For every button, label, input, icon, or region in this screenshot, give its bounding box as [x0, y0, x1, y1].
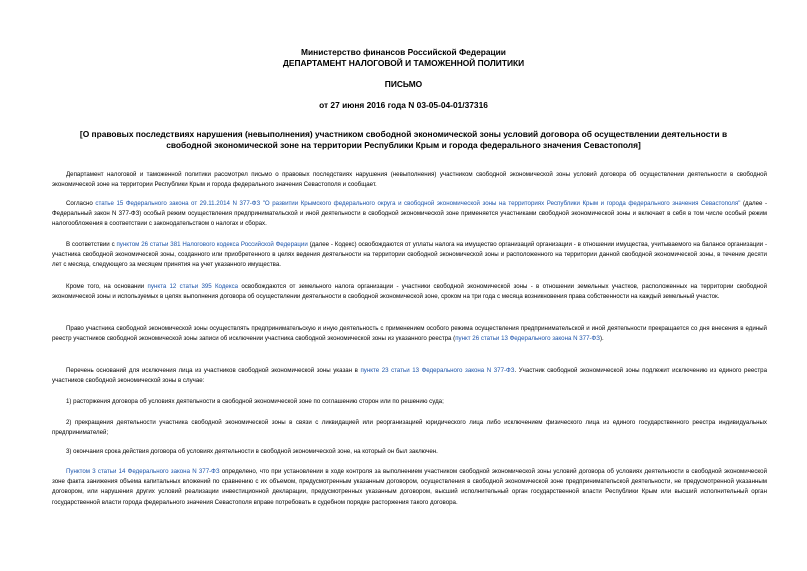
list-item-2: 2) прекращения деятельности участника свободной экономической зоны в связи с ликвидацией или реорганизацией юридического лица либо исключением физического лица из единого государственного реестра индивидуальных предпринимателей; — [52, 419, 767, 437]
link-tax-code-395[interactable]: пункта 12 статьи 395 Кодекса — [147, 283, 239, 290]
ministry-name: Министерство финансов Российской Федерации — [301, 47, 506, 57]
paragraph-property-tax: В соответствии с пунктом 26 статьи 381 Налогового кодекса Российской Федерации (далее - Кодекс) освобождаются от уплаты налога на имущество организаций организации - в отношении имущества, учитываемого на балансе организации - участника свободной экономической зоны, созданного или приобретенного в целях ведения деятельности на территории свободной экономической зоны и расположенного на территории данной свободной экономической зоны, в течение десяти лет с месяца, следующего за месяцем принятия на учет указанного имущества. — [52, 241, 767, 269]
link-tax-code-381[interactable]: пунктом 26 статьи 381 Налогового кодекса Российской Федерации — [116, 241, 308, 248]
paragraph-article-14: Пунктом 3 статьи 14 Федерального закона N 377-ФЗ определено, что при установлении в ходе контроля за выполнением участником свободной экономической зоны условий договора об условиях деятельности в свободной экономической зоне факта занижения объема капитальных вложений по сравнению с их объемом, предусмотренным указанным договором, осуществления в свободной экономической зоне предпринимательской деятельности, не предусмотренной указанным договором, или нарушения других условий реализации инвестиционной декларации, предусмотренных указанным договором, высший исполнительный орган государственной власти Республики Крым или высший исполнительный орган государственной власти города федерального значения Севастополя вправе потребовать в судебном порядке расторжения такого договора. — [52, 468, 767, 506]
link-article-15-law-377[interactable]: статье 15 Федерального закона от 29.11.2014 N 377-ФЗ "О развитии Крымского федерального округа и свободной экономической зоны на территориях Республики Крым и города федерального значения Севастополя" — [95, 200, 741, 207]
paragraph-exclusion-grounds: Перечень оснований для исключения лица из участников свободной экономической зоны указан в пункте 23 статьи 13 Федерального закона N 377-ФЗ. Участник свободной экономической зоны подлежит исключению из единого реестра участников свободной экономической зоны в случае: — [52, 367, 767, 385]
list-item-3: 3) окончания срока действия договора об условиях деятельности в свободной экономической зоне, на который он был заключен. — [66, 448, 438, 455]
letter-subject: [О правовых последствиях нарушения (невыполнения) участником свободной экономической зоны условий договора об осуществлении деятельности в свободной экономической зоне на территории Республики Крым и города федерального значения Севастополя] — [79, 129, 728, 150]
paragraph-article-15: Согласно статье 15 Федерального закона от 29.11.2014 N 377-ФЗ "О развитии Крымского федерального округа и свободной экономической зоны на территориях Республики Крым и города федерального значения Севастополя" (далее - Федеральный закон N 377-ФЗ) особый режим осуществления предпринимательской и иной деятельности в свободной экономической зоне применяется участниками свободной экономической зоны и включает в себя в том числе особый режим налогообложения в соответствии с законодательством о налогах и сборах. — [52, 200, 767, 228]
paragraph-intro: Департамент налоговой и таможенной политики рассмотрел письмо о правовых последствиях нарушения (невыполнения) участником свободной экономической зоны условий договора об осуществлении деятельности в свободной экономической зоне на территории Республики Крым и города федерального значения Севастополя и сообщает. — [52, 171, 767, 189]
document-date-number: от 27 июня 2016 года N 03-05-04-01/37316 — [319, 100, 488, 110]
paragraph-rights-termination: Право участника свободной экономической зоны осуществлять предпринимательскую и иную деятельность с применением особого режима осуществления предпринимательской и иной деятельности прекращается со дня внесения в единый реестр участников свободной экономической зоны записи об исключении участника свободной экономической зоны из указанного реестра (пункт 26 статьи 13 Федерального закона N 377-ФЗ). — [52, 325, 767, 343]
department-name: ДЕПАРТАМЕНТ НАЛОГОВОЙ И ТАМОЖЕННОЙ ПОЛИТИКИ — [282, 58, 525, 68]
list-item-1: 1) расторжения договора об условиях деятельности в свободной экономической зоне по соглашению сторон или по решению суда; — [66, 398, 444, 405]
document-type: ПИСЬМО — [384, 79, 423, 89]
paragraph-land-tax: Кроме того, на основании пункта 12 статьи 395 Кодекса освобождаются от земельного налога организации - участники свободной экономической зоны - в отношении земельных участков, расположенных на территории свободной экономической зоны и используемых в целях выполнения договора об осуществлении деятельности в свободной экономической зоне, сроком на три года с месяца возникновения права собственности на каждый земельный участок. — [52, 283, 768, 301]
link-article-13-point-26[interactable]: пункт 26 статьи 13 Федерального закона N 377-ФЗ — [455, 335, 600, 343]
link-article-14-point-3[interactable]: Пунктом 3 статьи 14 Федерального закона N 377-ФЗ — [66, 468, 220, 475]
link-article-13-point-23[interactable]: пункте 23 статьи 13 Федерального закона N 377-ФЗ — [360, 367, 515, 374]
